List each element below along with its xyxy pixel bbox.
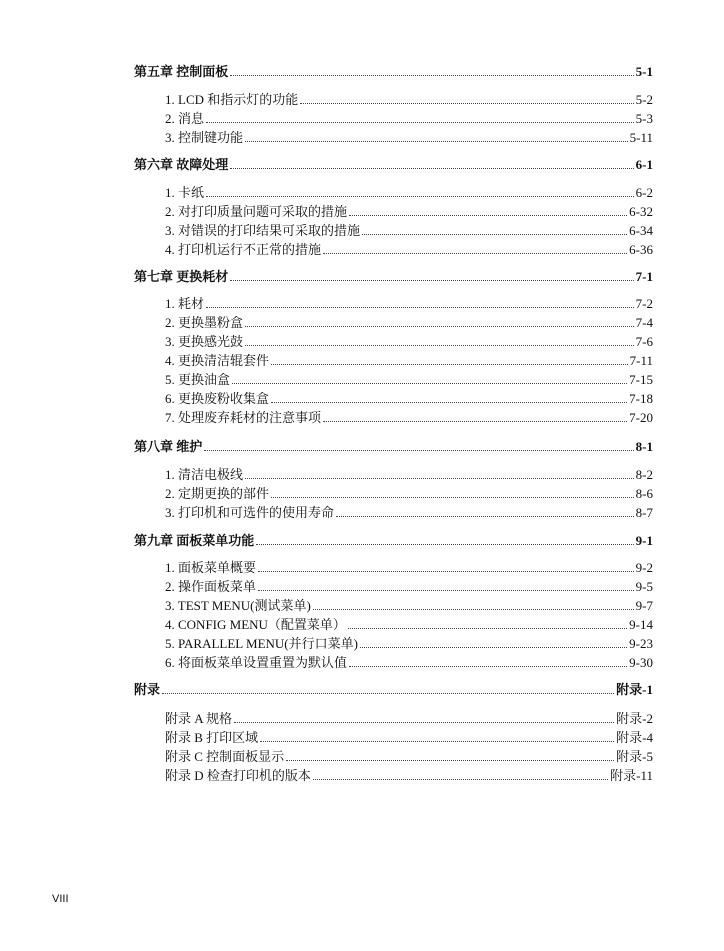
page-number: 7-1 <box>635 269 653 284</box>
page-folio: VIII <box>52 893 69 905</box>
toc-chapter <box>134 269 653 285</box>
toc-entry: 2. 更换墨粉盒 7-4 <box>165 315 653 330</box>
toc-appendix-entry: 附录 A 规格 附录-2 <box>165 711 653 726</box>
page-number: 6-1 <box>635 157 653 172</box>
chapter-title: 第九章 面板菜单功能 <box>134 533 255 548</box>
toc-entry: 1. 面板菜单概要 9-2 <box>165 560 653 575</box>
toc-entry: 1. LCD 和指示灯的功能 5-2 <box>165 92 653 107</box>
chapter-title: 第八章 维护 <box>134 439 203 454</box>
toc-entry: 1. 清洁电极线 8-2 <box>165 467 653 482</box>
toc-entry: 6. 更换废粉收集盒 7-18 <box>165 391 653 406</box>
toc-entry: 5. 更换油盒 7-15 <box>165 372 653 387</box>
toc-entry: 2. 对打印质量问题可采取的措施 6-32 <box>165 204 653 219</box>
appendix-title: 附录 <box>134 682 161 697</box>
chapter-title: 第七章 更换耗材 <box>134 269 229 284</box>
toc-entry: 4. 更换清洁辊套件 7-11 <box>165 353 653 368</box>
toc-entry: 3. 控制键功能 5-11 <box>165 130 653 145</box>
toc-entry: 2. 操作面板菜单 9-5 <box>165 579 653 594</box>
toc-entry: 3. TEST MENU(测试菜单) 9-7 <box>165 598 653 613</box>
page-number: 9-1 <box>635 533 653 548</box>
toc-entry: 3. 打印机和可选件的使用寿命 8-7 <box>165 505 653 520</box>
toc-chapter <box>134 157 653 173</box>
toc-chapter <box>134 64 653 80</box>
toc-appendix-heading <box>134 682 653 698</box>
toc-entry: 3. 更换感光鼓 7-6 <box>165 334 653 349</box>
toc-entry: 4. 打印机运行不正常的措施 6-36 <box>165 242 653 257</box>
toc-entry: 2. 定期更换的部件 8-6 <box>165 486 653 501</box>
toc-entry: 1. 卡纸 6-2 <box>165 185 653 200</box>
toc-chapter <box>134 439 653 455</box>
toc-entry: 2. 消息 5-3 <box>165 111 653 126</box>
page-number: 5-1 <box>635 64 653 79</box>
page-number: 附录-1 <box>616 682 653 697</box>
toc-chapter <box>134 533 653 549</box>
toc-entry: 4. CONFIG MENU（配置菜单） 9-14 <box>165 617 653 632</box>
toc-entry: 5. PARALLEL MENU(并行口菜单) 9-23 <box>165 636 653 651</box>
toc-appendix-entry: 附录 B 打印区域 附录-4 <box>165 730 653 745</box>
page-number: 8-1 <box>635 439 653 454</box>
toc-entry: 6. 将面板菜单设置重置为默认值 9-30 <box>165 655 653 670</box>
chapter-title: 第六章 故障处理 <box>134 157 229 172</box>
toc-entry: 1. 耗材 7-2 <box>165 296 653 311</box>
toc-appendix-entry: 附录 C 控制面板显示 附录-5 <box>165 749 653 764</box>
chapter-title: 第五章 控制面板 <box>134 64 229 79</box>
toc-entry: 7. 处理废弃耗材的注意事项 7-20 <box>165 410 653 425</box>
toc-entry: 3. 对错误的打印结果可采取的措施 6-34 <box>165 223 653 238</box>
toc-appendix-entry: 附录 D 检查打印机的版本 附录-11 <box>165 768 653 783</box>
